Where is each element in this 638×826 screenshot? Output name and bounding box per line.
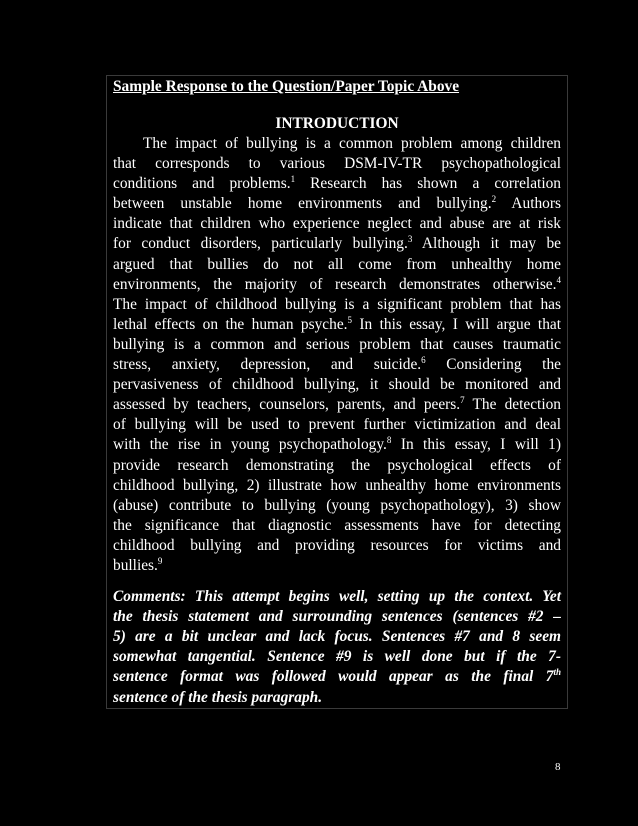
document-frame	[106, 75, 568, 709]
line-text: bullying is a common and serious problem that causes traumatic	[113, 335, 561, 353]
line-text: provide research demonstrating the psychological effects of	[113, 456, 561, 474]
line-text: environments, the majority of research demonstrates otherwise.	[113, 275, 557, 293]
line-text: The impact of bullying is a common problem among children	[143, 135, 561, 152]
footnote-marker: 4	[556, 274, 561, 285]
document-heading: Sample Response to the Question/Paper Topic Above	[113, 78, 460, 95]
comment-line	[113, 627, 561, 647]
paragraph-line	[113, 194, 561, 214]
comments-paragraph	[113, 587, 561, 708]
paragraph-line	[113, 214, 561, 234]
footnote-marker: 1	[290, 174, 296, 185]
line-text-continued: In this essay, I will 1)	[391, 436, 562, 454]
line-text: assessed by teachers, counselors, parents, and peers.	[113, 396, 461, 414]
footnote-marker: 7	[460, 395, 465, 406]
line-text-continued: Authors	[496, 195, 561, 213]
line-text: sentence format was followed would appear as the final 7	[113, 668, 554, 686]
line-text: for conduct disorders, particularly bullying.	[113, 235, 408, 253]
line-text: argued that bullies do not all come from unhealthy home	[113, 255, 561, 273]
footnote-marker: 5	[347, 314, 353, 325]
comment-line	[113, 688, 561, 708]
paragraph-line	[113, 556, 561, 576]
footnote-marker: 3	[407, 234, 413, 245]
line-text: indicate that children who experience neglect and abuse are at risk	[113, 215, 561, 233]
line-text: of bullying will be used to prevent further victimization and deal	[113, 416, 561, 434]
line-text: sentence of the thesis paragraph.	[113, 688, 323, 706]
line-text: childhood bullying and providing resources for victims and	[113, 536, 561, 554]
paragraph-line	[113, 355, 561, 375]
line-text-continued: Although it may be	[412, 235, 561, 253]
paragraph-line	[113, 154, 561, 174]
line-text: The impact of childhood bullying is a significant problem that has	[113, 295, 561, 313]
paragraph-line	[113, 335, 561, 355]
paragraph-line	[113, 315, 561, 335]
footnote-marker: 2	[491, 194, 497, 205]
line-text: lethal effects on the human psyche.	[113, 315, 348, 333]
paragraph-line	[113, 435, 561, 455]
paragraph-line	[113, 476, 561, 496]
introduction-title: INTRODUCTION	[275, 114, 399, 132]
line-text: pervasiveness of childhood bullying, it should be monitored and	[113, 376, 561, 394]
paragraph-line	[113, 516, 561, 536]
line-text: somewhat tangential. Sentence #9 is well done but if the 7-	[113, 648, 561, 666]
paragraph-line	[113, 134, 561, 154]
paragraph-line	[113, 395, 561, 415]
line-text: 5) are a bit unclear and lack focus. Sentences #7 and 8 seem	[113, 628, 561, 646]
line-text: Comments: This attempt begins well, setting up the context. Yet	[113, 588, 561, 606]
line-text-continued: The detection	[464, 396, 561, 414]
footnote-marker: 9	[157, 555, 163, 566]
footnote-marker: 6	[421, 354, 426, 365]
line-text-continued: Research has shown a correlation	[295, 175, 561, 193]
paragraph-line	[113, 496, 561, 516]
comment-line	[113, 587, 561, 607]
page-number: 8	[555, 761, 561, 773]
line-text-continued: Considering the	[425, 356, 561, 374]
paragraph-line	[113, 536, 561, 556]
line-text-continued: In this essay, I will argue that	[352, 315, 561, 333]
paragraph-line	[113, 174, 561, 194]
comment-line	[113, 647, 561, 667]
paragraph-line	[113, 295, 561, 315]
paragraph-line	[113, 255, 561, 275]
line-text: between unstable home environments and bullying.	[113, 195, 492, 213]
paragraph-line	[113, 456, 561, 476]
introduction-paragraph	[113, 134, 561, 576]
line-text: with the rise in young psychopathology.	[113, 436, 387, 454]
paragraph-line	[113, 375, 561, 395]
line-text: childhood bullying, 2) illustrate how unhealthy home environments	[113, 476, 561, 494]
line-text: bullies.	[113, 556, 158, 574]
line-text: the thesis statement and surrounding sentences (sentences #2 –	[113, 608, 561, 626]
line-text: conditions and problems.	[113, 175, 291, 193]
paragraph-line	[113, 234, 561, 254]
paragraph-line	[113, 275, 561, 295]
line-text: the significance that diagnostic assessments have for detecting	[113, 516, 561, 534]
footnote-marker: th	[553, 667, 561, 678]
footnote-marker: 8	[386, 435, 392, 446]
line-text: stress, anxiety, depression, and suicide.	[113, 356, 422, 374]
paragraph-line	[113, 415, 561, 435]
line-text: (abuse) contribute to bullying (young psychopathology), 3) show	[113, 496, 561, 514]
line-text: that corresponds to various DSM-IV-TR psychopathological	[113, 155, 561, 173]
comment-line	[113, 667, 561, 687]
comment-line	[113, 607, 561, 627]
